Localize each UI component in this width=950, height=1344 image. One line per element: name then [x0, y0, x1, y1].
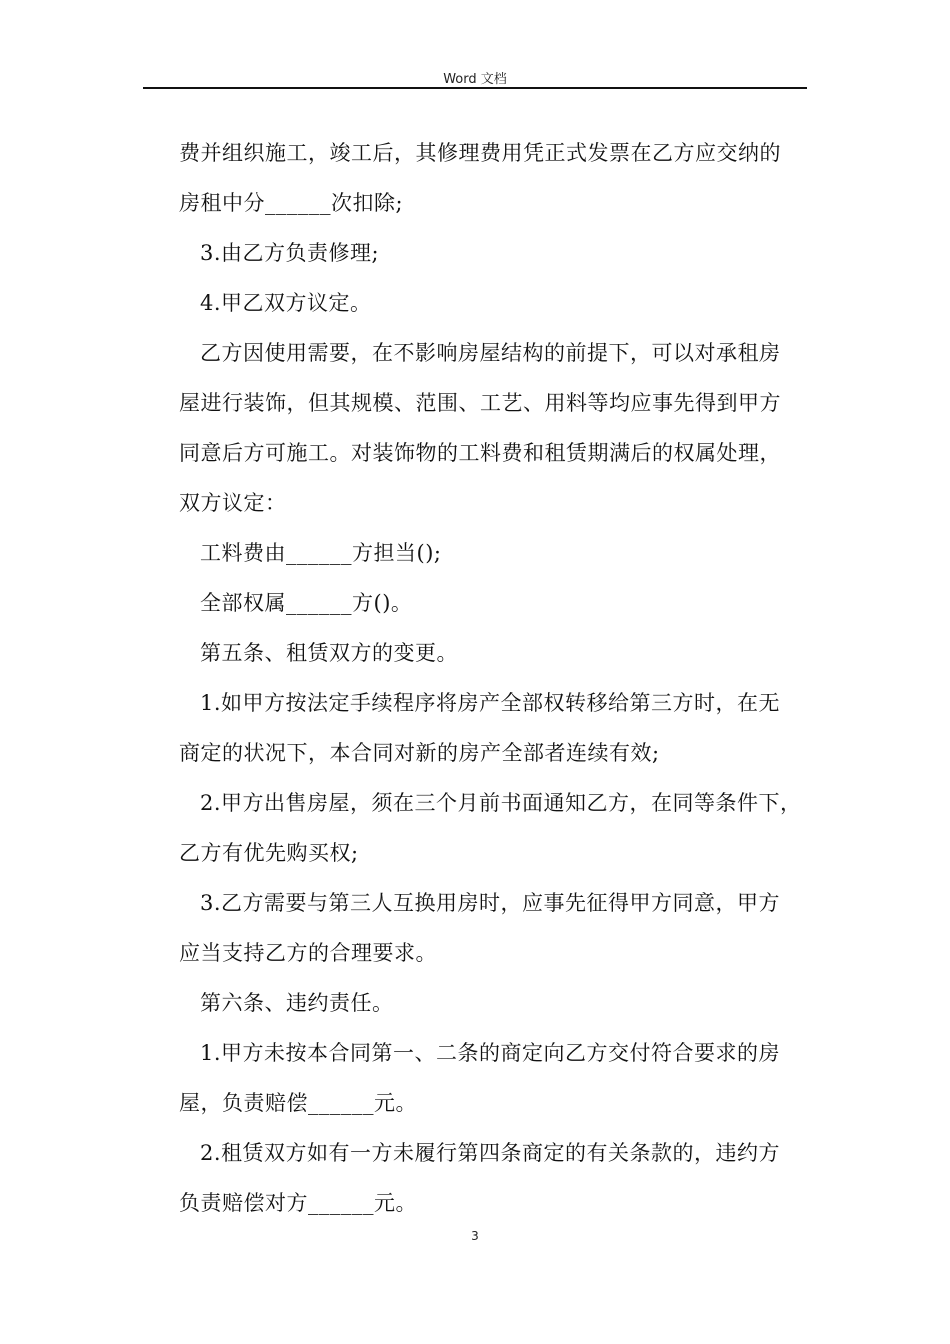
text-line: 3.由乙方负责修理; — [200, 241, 380, 265]
document-body — [179, 128, 809, 1228]
text-line: 2.租赁双方如有一方未履行第四条商定的有关条款的，违约方 — [200, 1141, 781, 1165]
text-line: 屋，负责赔偿______元。 — [179, 1091, 417, 1115]
text-line: 2.甲方出售房屋，须在三个月前书面通知乙方，在同等条件下， — [200, 791, 802, 815]
text-line: 房租中分______次扣除; — [179, 191, 404, 215]
section-heading: 第五条、租赁双方的变更。 — [200, 641, 458, 665]
page-number: 3 — [471, 1229, 479, 1243]
text-line: 3.乙方需要与第三人互换用房时，应事先征得甲方同意，甲方 — [200, 891, 781, 915]
page-header: Word 文档 — [443, 72, 507, 87]
text-line: 1.甲方未按本合同第一、二条的商定向乙方交付符合要求的房 — [200, 1041, 781, 1065]
text-line: 1.如甲方按法定手续程序将房产全部权转移给第三方时，在无 — [200, 691, 781, 715]
header-divider — [143, 87, 807, 89]
text-line: 负责赔偿对方______元。 — [179, 1191, 417, 1215]
text-line: 商定的状况下，本合同对新的房产全部者连续有效; — [179, 741, 660, 765]
text-line: 4.甲乙双方议定。 — [200, 291, 372, 315]
text-line: 工料费由______方担当(); — [200, 541, 442, 565]
text-line: 同意后方可施工。对装饰物的工料费和租赁期满后的权属处理， — [179, 441, 781, 465]
text-line: 乙方因使用需要，在不影响房屋结构的前提下，可以对承租房 — [200, 341, 781, 365]
text-line: 应当支持乙方的合理要求。 — [179, 941, 437, 965]
text-line: 乙方有优先购买权; — [179, 841, 359, 865]
text-line: 全部权属______方()。 — [200, 591, 413, 615]
section-heading: 第六条、违约责任。 — [200, 991, 394, 1015]
text-line: 屋进行装饰，但其规模、范围、工艺、用料等均应事先得到甲方 — [179, 391, 781, 415]
text-line: 费并组织施工，竣工后，其修理费用凭正式发票在乙方应交纳的 — [179, 141, 781, 165]
text-line: 双方议定： — [179, 491, 287, 515]
